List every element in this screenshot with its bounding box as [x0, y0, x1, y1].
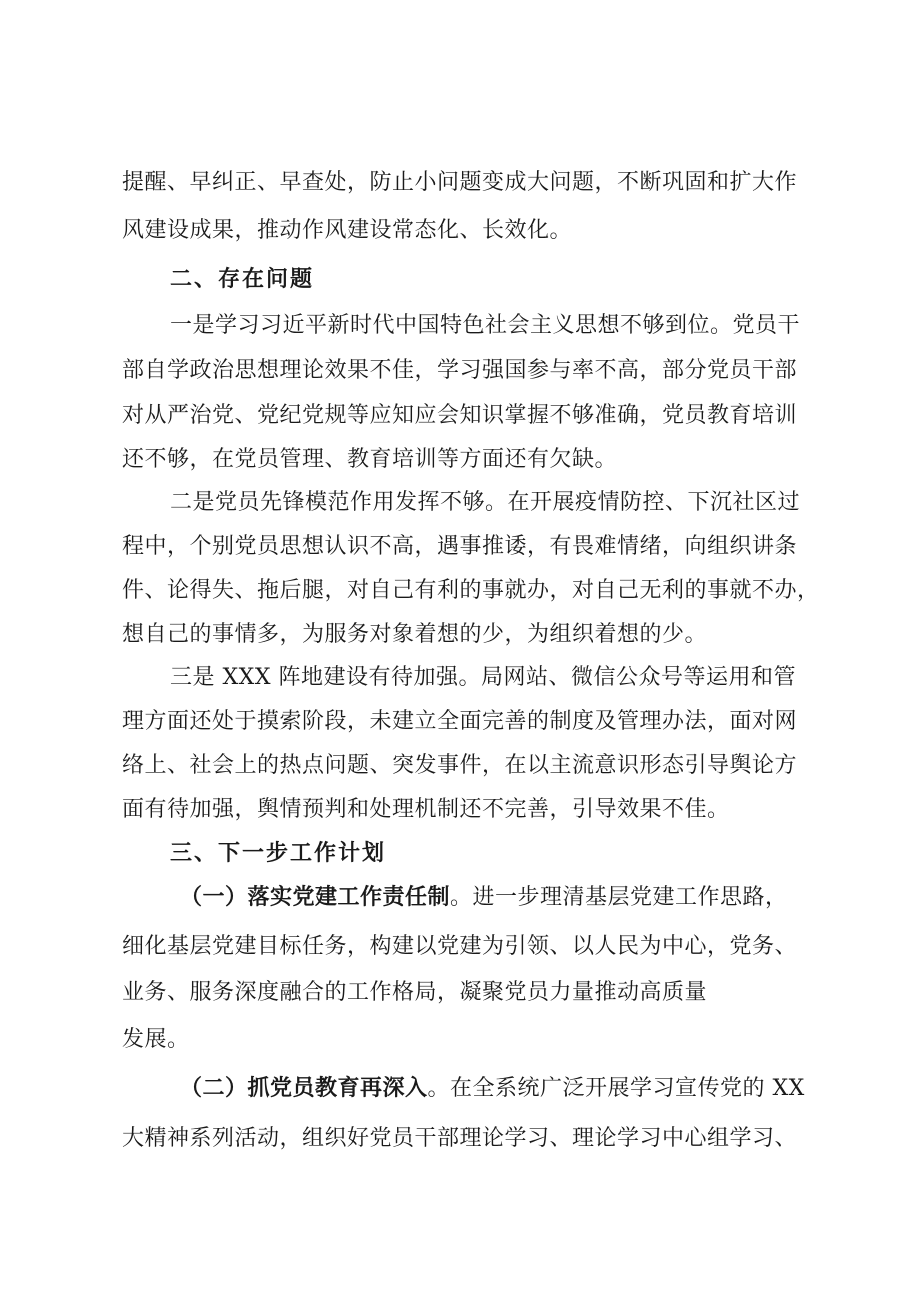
- plan-two-line-1: [180, 1073, 805, 1104]
- para-one-line-4: 还不够，在党员管理、教育培训等方面还有欠缺。: [122, 447, 618, 472]
- para-one-line-1: 一是学习习近平新时代中国特色社会主义思想不够到位。党员干: [170, 313, 801, 338]
- plan-one-line-2: 细化基层党建目标任务，构建以党建为引领、以人民为中心，党务、: [122, 934, 798, 959]
- plan-one-line-1: [180, 882, 788, 913]
- intro-line-2: 风建设成果，推动作风建设常态化、长效化。: [122, 218, 573, 243]
- plan-two-line-2: 大精神系列活动，组织好党员干部理论学习、理论学习中心组学习、: [122, 1126, 798, 1151]
- section-heading-plan: 三、下一步工作计划: [170, 840, 387, 866]
- para-two-line-3: 件、论得失、拖后腿，对自己有利的事就办，对自己无利的事就不办，: [122, 578, 820, 603]
- para-one-line-2: 部自学政治思想理论效果不佳，学习强国参与率不高，部分党员干部: [122, 358, 798, 383]
- para-three-line-2: 理方面还处于摸索阶段，未建立全面完善的制度及管理办法，面对网: [122, 709, 798, 734]
- para-three-line-3: 络上、社会上的热点问题、突发事件，在以主流意识形态引导舆论方: [122, 753, 798, 778]
- para-three-line-1: 三是 XXX 阵地建设有待加强。局网站、微信公众号等运用和管: [170, 665, 796, 690]
- plan-one-line-3: 业务、服务深度融合的工作格局，凝聚党员力量推动高质量: [122, 980, 708, 1005]
- plan-one-text: 。进一步理清基层党建工作思路，: [450, 885, 788, 910]
- plan-one-line-4: 发展。: [122, 1027, 190, 1052]
- plan-two-text: 。在全系统广泛开展学习宣传党的 XX: [427, 1076, 805, 1101]
- plan-one-title: （一）落实党建工作责任制: [180, 884, 451, 910]
- para-three-line-4: 面有待加强，舆情预判和处理机制还不完善，引导效果不佳。: [122, 797, 730, 822]
- para-two-line-2: 程中，个别党员思想认识不高，遇事推诿，有畏难情绪，向组织讲条: [122, 534, 798, 559]
- para-two-line-4: 想自己的事情多，为服务对象着想的少，为组织着想的少。: [122, 622, 708, 647]
- plan-two-title: （二）抓党员教育再深入: [180, 1075, 428, 1101]
- intro-line-1: 提醒、早纠正、早查处，防止小问题变成大问题，不断巩固和扩大作: [122, 170, 798, 195]
- section-heading-problems: 二、存在问题: [170, 266, 315, 292]
- para-two-line-1: 二是党员先锋模范作用发挥不够。在开展疫情防控、下沉社区过: [170, 490, 801, 515]
- para-one-line-3: 对从严治党、党纪党规等应知应会知识掌握不够准确，党员教育培训: [122, 403, 798, 428]
